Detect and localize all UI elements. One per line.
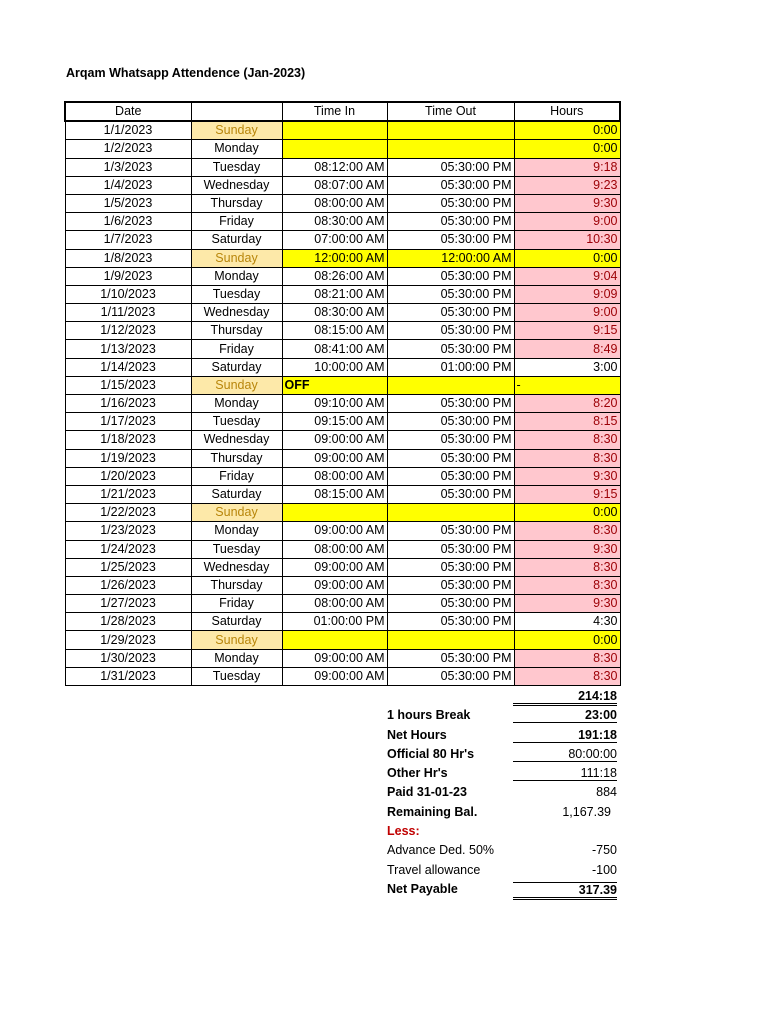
date-cell[interactable]: 1/14/2023 — [65, 358, 191, 376]
hours-cell[interactable]: - — [514, 376, 620, 394]
day-cell[interactable]: Sunday — [191, 631, 282, 649]
day-cell[interactable]: Sunday — [191, 504, 282, 522]
day-cell[interactable]: Wednesday — [191, 304, 282, 322]
time-in-cell[interactable]: 08:15:00 AM — [282, 485, 387, 503]
hours-cell[interactable]: 0:00 — [514, 121, 620, 140]
day-cell[interactable]: Monday — [191, 267, 282, 285]
day-cell[interactable]: Saturday — [191, 485, 282, 503]
advance-value[interactable]: -750 — [591, 843, 617, 858]
hours-cell[interactable]: 9:30 — [514, 194, 620, 212]
date-cell[interactable]: 1/3/2023 — [65, 158, 191, 176]
time-out-cell[interactable]: 05:30:00 PM — [387, 576, 514, 594]
date-cell[interactable]: 1/8/2023 — [65, 249, 191, 267]
day-cell[interactable]: Sunday — [191, 121, 282, 140]
hours-cell[interactable]: 10:30 — [514, 231, 620, 249]
time-in-cell[interactable]: 08:15:00 AM — [282, 322, 387, 340]
time-out-cell[interactable]: 05:30:00 PM — [387, 340, 514, 358]
remaining-label: Remaining Bal. — [387, 804, 478, 819]
day-cell[interactable]: Friday — [191, 595, 282, 613]
hours-cell[interactable]: 9:30 — [514, 467, 620, 485]
time-out-cell[interactable]: 05:30:00 PM — [387, 449, 514, 467]
time-in-cell[interactable]: 09:00:00 AM — [282, 449, 387, 467]
time-out-cell[interactable]: 05:30:00 PM — [387, 267, 514, 285]
header-day[interactable] — [191, 102, 282, 121]
time-in-cell[interactable]: 09:00:00 AM — [282, 558, 387, 576]
time-out-cell[interactable] — [387, 140, 514, 158]
travel-label: Travel allowance — [387, 862, 481, 877]
table-row — [65, 249, 620, 267]
hours-cell[interactable]: 8:20 — [514, 395, 620, 413]
time-in-cell[interactable]: OFF — [282, 376, 387, 394]
time-out-cell[interactable]: 05:30:00 PM — [387, 213, 514, 231]
date-cell[interactable]: 1/17/2023 — [65, 413, 191, 431]
break-value[interactable]: 23:00 — [513, 708, 617, 723]
hours-cell[interactable]: 0:00 — [514, 504, 620, 522]
time-out-cell[interactable]: 05:30:00 PM — [387, 431, 514, 449]
hours-cell[interactable]: 8:30 — [514, 667, 620, 685]
table-row — [65, 285, 620, 303]
sheet-title: Arqam Whatsapp Attendence (Jan-2023) — [66, 66, 306, 80]
day-cell[interactable]: Wednesday — [191, 176, 282, 194]
day-cell[interactable]: Friday — [191, 340, 282, 358]
hours-cell[interactable]: 9:09 — [514, 285, 620, 303]
net-hours-label: Net Hours — [387, 727, 447, 742]
table-row — [65, 340, 620, 358]
remaining-value[interactable]: 1,167.39 — [562, 804, 611, 819]
table-row — [65, 376, 620, 394]
date-cell[interactable]: 1/1/2023 — [65, 121, 191, 140]
time-in-cell[interactable]: 08:12:00 AM — [282, 158, 387, 176]
hours-cell[interactable]: 9:00 — [514, 213, 620, 231]
table-row — [65, 213, 620, 231]
total-hours-value[interactable]: 214:18 — [513, 689, 617, 706]
time-in-cell[interactable] — [282, 140, 387, 158]
day-cell[interactable]: Thursday — [191, 449, 282, 467]
table-row — [65, 176, 620, 194]
day-cell[interactable]: Monday — [191, 395, 282, 413]
net-payable-label: Net Payable — [387, 881, 458, 896]
table-row — [65, 304, 620, 322]
hours-cell[interactable]: 8:30 — [514, 576, 620, 594]
table-row — [65, 158, 620, 176]
date-cell[interactable]: 1/24/2023 — [65, 540, 191, 558]
table-row — [65, 322, 620, 340]
date-cell[interactable]: 1/6/2023 — [65, 213, 191, 231]
table-row — [65, 194, 620, 212]
header-hours[interactable]: Hours — [514, 102, 620, 121]
hours-cell[interactable]: 8:30 — [514, 649, 620, 667]
table-row — [65, 467, 620, 485]
hours-cell[interactable]: 8:15 — [514, 413, 620, 431]
header-time-out[interactable]: Time Out — [387, 102, 514, 121]
time-in-cell[interactable]: 08:07:00 AM — [282, 176, 387, 194]
time-out-cell[interactable]: 05:30:00 PM — [387, 395, 514, 413]
time-out-cell[interactable]: 12:00:00 AM — [387, 249, 514, 267]
hours-cell[interactable]: 0:00 — [514, 140, 620, 158]
header-date[interactable]: Date — [65, 102, 191, 121]
time-out-cell[interactable]: 05:30:00 PM — [387, 285, 514, 303]
hours-cell[interactable]: 8:30 — [514, 522, 620, 540]
header-time-in[interactable]: Time In — [282, 102, 387, 121]
date-cell[interactable]: 1/31/2023 — [65, 667, 191, 685]
day-cell[interactable]: Tuesday — [191, 285, 282, 303]
time-in-cell[interactable]: 12:00:00 AM — [282, 249, 387, 267]
time-out-cell[interactable]: 05:30:00 PM — [387, 540, 514, 558]
table-row — [65, 649, 620, 667]
paid-label: Paid 31-01-23 — [387, 785, 467, 800]
time-in-cell[interactable]: 08:41:00 AM — [282, 340, 387, 358]
paid-value[interactable]: 884 — [596, 785, 617, 800]
hours-cell[interactable]: 8:30 — [514, 431, 620, 449]
day-cell[interactable]: Tuesday — [191, 413, 282, 431]
day-cell[interactable]: Sunday — [191, 376, 282, 394]
day-cell[interactable]: Saturday — [191, 613, 282, 631]
date-cell[interactable]: 1/13/2023 — [65, 340, 191, 358]
table-row — [65, 121, 620, 140]
date-cell[interactable]: 1/2/2023 — [65, 140, 191, 158]
date-cell[interactable]: 1/7/2023 — [65, 231, 191, 249]
day-cell[interactable]: Wednesday — [191, 558, 282, 576]
table-row — [65, 485, 620, 503]
date-cell[interactable]: 1/26/2023 — [65, 576, 191, 594]
day-cell[interactable]: Thursday — [191, 194, 282, 212]
hours-cell[interactable]: 9:00 — [514, 304, 620, 322]
attendance-body — [65, 121, 620, 685]
time-in-cell[interactable]: 09:10:00 AM — [282, 395, 387, 413]
travel-value[interactable]: -100 — [591, 862, 617, 877]
table-row — [65, 522, 620, 540]
date-cell[interactable]: 1/29/2023 — [65, 631, 191, 649]
time-in-cell[interactable]: 09:00:00 AM — [282, 576, 387, 594]
time-in-cell[interactable]: 08:00:00 AM — [282, 595, 387, 613]
less-label: Less: — [387, 824, 420, 839]
time-out-cell[interactable]: 05:30:00 PM — [387, 413, 514, 431]
date-cell[interactable]: 1/22/2023 — [65, 504, 191, 522]
hours-cell[interactable]: 9:04 — [514, 267, 620, 285]
date-cell[interactable]: 1/30/2023 — [65, 649, 191, 667]
other-value[interactable]: 111:18 — [513, 766, 617, 781]
official-label: Official 80 Hr's — [387, 746, 475, 761]
time-in-cell[interactable]: 09:15:00 AM — [282, 413, 387, 431]
hours-cell[interactable]: 8:49 — [514, 340, 620, 358]
time-in-cell[interactable]: 08:30:00 AM — [282, 304, 387, 322]
hours-cell[interactable]: 9:30 — [514, 595, 620, 613]
date-cell[interactable]: 1/19/2023 — [65, 449, 191, 467]
date-cell[interactable]: 1/5/2023 — [65, 194, 191, 212]
day-cell[interactable]: Tuesday — [191, 158, 282, 176]
time-out-cell[interactable]: 05:30:00 PM — [387, 194, 514, 212]
time-in-cell[interactable]: 08:26:00 AM — [282, 267, 387, 285]
day-cell[interactable]: Friday — [191, 467, 282, 485]
time-out-cell[interactable]: 05:30:00 PM — [387, 522, 514, 540]
hours-cell[interactable]: 4:30 — [514, 613, 620, 631]
date-cell[interactable]: 1/4/2023 — [65, 176, 191, 194]
day-cell[interactable]: Saturday — [191, 231, 282, 249]
hours-cell[interactable]: 9:15 — [514, 485, 620, 503]
day-cell[interactable]: Tuesday — [191, 540, 282, 558]
time-in-cell[interactable]: 10:00:00 AM — [282, 358, 387, 376]
time-in-cell[interactable]: 01:00:00 PM — [282, 613, 387, 631]
hours-cell[interactable]: 9:18 — [514, 158, 620, 176]
day-cell[interactable]: Monday — [191, 649, 282, 667]
day-cell[interactable]: Thursday — [191, 322, 282, 340]
table-row — [65, 631, 620, 649]
date-cell[interactable]: 1/10/2023 — [65, 285, 191, 303]
time-in-cell[interactable]: 09:00:00 AM — [282, 431, 387, 449]
time-in-cell[interactable]: 08:00:00 AM — [282, 194, 387, 212]
date-cell[interactable]: 1/18/2023 — [65, 431, 191, 449]
time-out-cell[interactable]: 05:30:00 PM — [387, 467, 514, 485]
hours-cell[interactable]: 3:00 — [514, 358, 620, 376]
time-out-cell[interactable]: 05:30:00 PM — [387, 649, 514, 667]
hours-cell[interactable]: 9:23 — [514, 176, 620, 194]
table-row — [65, 140, 620, 158]
time-in-cell[interactable]: 08:21:00 AM — [282, 285, 387, 303]
time-out-cell[interactable]: 05:30:00 PM — [387, 158, 514, 176]
table-row — [65, 540, 620, 558]
table-row — [65, 558, 620, 576]
time-out-cell[interactable]: 05:30:00 PM — [387, 667, 514, 685]
hours-cell[interactable]: 0:00 — [514, 249, 620, 267]
date-cell[interactable]: 1/28/2023 — [65, 613, 191, 631]
day-cell[interactable]: Thursday — [191, 576, 282, 594]
hours-cell[interactable]: 8:30 — [514, 449, 620, 467]
header-row — [65, 102, 620, 121]
break-label: 1 hours Break — [387, 708, 471, 723]
official-value[interactable]: 80:00:00 — [513, 747, 617, 762]
time-in-cell[interactable]: 08:00:00 AM — [282, 540, 387, 558]
time-out-cell[interactable]: 05:30:00 PM — [387, 485, 514, 503]
table-row — [65, 413, 620, 431]
other-label: Other Hr's — [387, 766, 448, 781]
hours-cell[interactable]: 0:00 — [514, 631, 620, 649]
table-row — [65, 231, 620, 249]
date-cell[interactable]: 1/23/2023 — [65, 522, 191, 540]
time-in-cell[interactable]: 08:30:00 AM — [282, 213, 387, 231]
time-out-cell[interactable]: 05:30:00 PM — [387, 304, 514, 322]
table-row — [65, 595, 620, 613]
date-cell[interactable]: 1/9/2023 — [65, 267, 191, 285]
day-cell[interactable]: Friday — [191, 213, 282, 231]
date-cell[interactable]: 1/15/2023 — [65, 376, 191, 394]
time-out-cell[interactable] — [387, 631, 514, 649]
time-out-cell[interactable]: 05:30:00 PM — [387, 176, 514, 194]
time-out-cell[interactable] — [387, 121, 514, 140]
day-cell[interactable]: Monday — [191, 522, 282, 540]
hours-cell[interactable]: 9:15 — [514, 322, 620, 340]
table-row — [65, 504, 620, 522]
net-hours-value[interactable]: 191:18 — [513, 728, 617, 743]
time-out-cell[interactable]: 05:30:00 PM — [387, 558, 514, 576]
time-out-cell[interactable]: 05:30:00 PM — [387, 613, 514, 631]
table-row — [65, 449, 620, 467]
advance-label: Advance Ded. 50% — [387, 843, 495, 858]
time-in-cell[interactable]: 08:00:00 AM — [282, 467, 387, 485]
table-row — [65, 395, 620, 413]
time-in-cell[interactable] — [282, 504, 387, 522]
day-cell[interactable]: Wednesday — [191, 431, 282, 449]
date-cell[interactable]: 1/12/2023 — [65, 322, 191, 340]
date-cell[interactable]: 1/16/2023 — [65, 395, 191, 413]
date-cell[interactable]: 1/27/2023 — [65, 595, 191, 613]
time-in-cell[interactable]: 09:00:00 AM — [282, 667, 387, 685]
time-out-cell[interactable] — [387, 376, 514, 394]
time-in-cell[interactable]: 07:00:00 AM — [282, 231, 387, 249]
date-cell[interactable]: 1/20/2023 — [65, 467, 191, 485]
day-cell[interactable]: Monday — [191, 140, 282, 158]
attendance-table — [64, 101, 621, 686]
hours-cell[interactable]: 9:30 — [514, 540, 620, 558]
date-cell[interactable]: 1/11/2023 — [65, 304, 191, 322]
time-out-cell[interactable]: 05:30:00 PM — [387, 595, 514, 613]
day-cell[interactable]: Saturday — [191, 358, 282, 376]
time-out-cell[interactable]: 01:00:00 PM — [387, 358, 514, 376]
time-in-cell[interactable]: 09:00:00 AM — [282, 522, 387, 540]
time-out-cell[interactable]: 05:30:00 PM — [387, 231, 514, 249]
hours-cell[interactable]: 8:30 — [514, 558, 620, 576]
table-row — [65, 267, 620, 285]
table-row — [65, 358, 620, 376]
net-payable-value[interactable]: 317.39 — [513, 882, 617, 900]
time-in-cell[interactable] — [282, 121, 387, 140]
day-cell[interactable]: Sunday — [191, 249, 282, 267]
day-cell[interactable]: Tuesday — [191, 667, 282, 685]
time-in-cell[interactable] — [282, 631, 387, 649]
date-cell[interactable]: 1/25/2023 — [65, 558, 191, 576]
table-row — [65, 667, 620, 685]
table-row — [65, 431, 620, 449]
time-in-cell[interactable]: 09:00:00 AM — [282, 649, 387, 667]
date-cell[interactable]: 1/21/2023 — [65, 485, 191, 503]
time-out-cell[interactable] — [387, 504, 514, 522]
table-row — [65, 576, 620, 594]
time-out-cell[interactable]: 05:30:00 PM — [387, 322, 514, 340]
table-row — [65, 613, 620, 631]
